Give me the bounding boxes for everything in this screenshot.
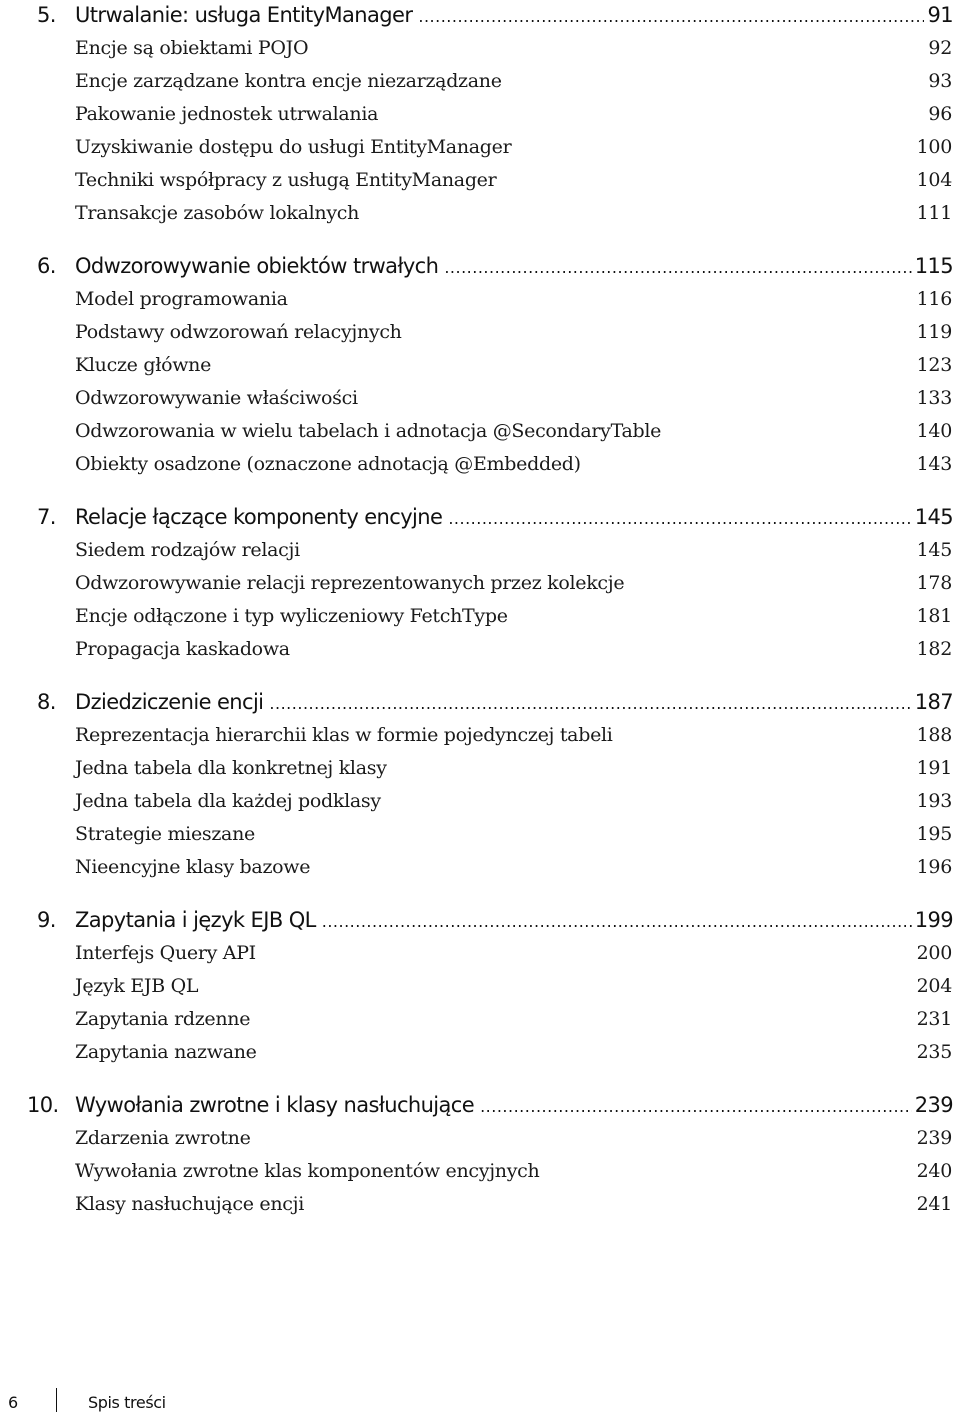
chapter-page-number: 199 [914, 908, 953, 932]
dot-leader [322, 905, 912, 939]
section-page-number: 235 [916, 1041, 952, 1063]
chapter-heading [0, 1088, 960, 1122]
footer-running-title: Spis treści [88, 1393, 166, 1412]
section-title: Encje zarządzane kontra encje niezarządzane [75, 70, 502, 92]
section-page-number: 204 [916, 975, 952, 997]
toc-section-entry [0, 349, 960, 382]
toc-section-entry [0, 937, 960, 970]
chapter-title: Zapytania i język EJB QL [75, 908, 316, 932]
toc-section-entry [0, 970, 960, 1003]
section-title: Obiekty osadzone (oznaczone adnotacją @Embedded) [75, 453, 581, 475]
section-title: Wywołania zwrotne klas komponentów encyjnych [75, 1160, 540, 1182]
toc-chapter [0, 1088, 960, 1221]
toc-section-entry [0, 567, 960, 600]
section-page-number: 240 [916, 1160, 952, 1182]
chapter-page-number: 115 [914, 254, 953, 278]
section-page-number: 104 [916, 169, 952, 191]
section-title: Siedem rodzajów relacji [75, 539, 300, 561]
toc-section-entry [0, 131, 960, 164]
chapter-heading [0, 903, 960, 937]
section-title: Zapytania rdzenne [75, 1008, 251, 1030]
chapter-page-number: 187 [914, 690, 953, 714]
section-title: Techniki współpracy z usługą EntityManager [75, 169, 497, 191]
toc-section-entry [0, 785, 960, 818]
toc-chapter [0, 0, 960, 230]
section-title: Encje są obiektami POJO [75, 37, 309, 59]
section-page-number: 96 [928, 103, 952, 125]
toc-section-entry [0, 448, 960, 481]
section-title: Encje odłączone i typ wyliczeniowy FetchType [75, 605, 508, 627]
section-title: Zdarzenia zwrotne [75, 1127, 251, 1149]
toc-chapter [0, 903, 960, 1069]
toc-section-entry [0, 32, 960, 65]
section-page-number: 196 [916, 856, 952, 878]
section-page-number: 133 [916, 387, 952, 409]
toc-section-entry [0, 382, 960, 415]
toc-section-entry [0, 1036, 960, 1069]
section-page-number: 100 [916, 136, 952, 158]
section-title: Propagacja kaskadowa [75, 638, 290, 660]
section-title: Jedna tabela dla każdej podklasy [75, 790, 381, 812]
footer-separator [56, 1388, 57, 1412]
chapter-heading [0, 249, 960, 283]
section-page-number: 241 [916, 1193, 952, 1215]
section-page-number: 119 [916, 321, 952, 343]
chapter-page-number: 239 [914, 1093, 953, 1117]
dot-leader [480, 1090, 912, 1124]
dot-leader [444, 251, 911, 285]
chapter-page-number: 91 [927, 3, 953, 27]
section-page-number: 188 [916, 724, 952, 746]
toc-chapter [0, 249, 960, 481]
toc-section-entry [0, 818, 960, 851]
section-title: Interfejs Query API [75, 942, 256, 964]
section-page-number: 193 [916, 790, 952, 812]
dot-leader [448, 502, 911, 536]
section-title: Reprezentacja hierarchii klas w formie pojedynczej tabeli [75, 724, 613, 746]
toc-section-entry [0, 65, 960, 98]
dot-leader [418, 0, 924, 34]
section-page-number: 92 [928, 37, 952, 59]
toc-section-entry [0, 600, 960, 633]
toc-section-entry [0, 197, 960, 230]
section-page-number: 195 [916, 823, 952, 845]
chapter-heading [0, 685, 960, 719]
toc-section-entry [0, 752, 960, 785]
toc-section-entry [0, 1188, 960, 1221]
dot-leader [269, 687, 911, 721]
footer-page-number: 6 [8, 1393, 18, 1412]
section-title: Klasy nasłuchujące encji [75, 1193, 304, 1215]
toc-section-entry [0, 1003, 960, 1036]
chapter-title: Relacje łączące komponenty encyjne [75, 505, 443, 529]
section-title: Jedna tabela dla konkretnej klasy [75, 757, 387, 779]
toc-section-entry [0, 534, 960, 567]
section-title: Klucze główne [75, 354, 212, 376]
chapter-number: 5. [37, 3, 56, 27]
section-page-number: 239 [916, 1127, 952, 1149]
section-title: Transakcje zasobów lokalnych [75, 202, 360, 224]
section-page-number: 191 [916, 757, 952, 779]
chapter-number: 6. [37, 254, 56, 278]
chapter-title: Wywołania zwrotne i klasy nasłuchujące [75, 1093, 475, 1117]
section-page-number: 123 [916, 354, 952, 376]
section-title: Odwzorowania w wielu tabelach i adnotacja @SecondaryTable [75, 420, 662, 442]
chapter-number: 10. [27, 1093, 59, 1117]
section-page-number: 111 [916, 202, 952, 224]
section-page-number: 116 [916, 288, 952, 310]
toc-section-entry [0, 98, 960, 131]
section-page-number: 182 [916, 638, 952, 660]
chapter-number: 9. [37, 908, 56, 932]
chapter-title: Odwzorowywanie obiektów trwałych [75, 254, 439, 278]
chapter-title: Dziedziczenie encji [75, 690, 264, 714]
section-page-number: 140 [916, 420, 952, 442]
toc-section-entry [0, 164, 960, 197]
section-title: Zapytania nazwane [75, 1041, 257, 1063]
toc-chapter [0, 500, 960, 666]
chapter-title: Utrwalanie: usługa EntityManager [75, 3, 413, 27]
toc-section-entry [0, 1155, 960, 1188]
toc-section-entry [0, 415, 960, 448]
section-title: Odwzorowywanie właściwości [75, 387, 358, 409]
toc-chapter [0, 685, 960, 884]
toc-section-entry [0, 316, 960, 349]
page-footer [0, 1387, 960, 1417]
section-title: Pakowanie jednostek utrwalania [75, 103, 379, 125]
section-page-number: 145 [916, 539, 952, 561]
chapter-heading [0, 500, 960, 534]
chapter-number: 8. [37, 690, 56, 714]
section-title: Odwzorowywanie relacji reprezentowanych przez kolekcje [75, 572, 625, 594]
section-page-number: 231 [916, 1008, 952, 1030]
section-page-number: 181 [916, 605, 952, 627]
section-title: Strategie mieszane [75, 823, 255, 845]
toc-section-entry [0, 851, 960, 884]
section-page-number: 178 [916, 572, 952, 594]
section-title: Podstawy odwzorowań relacyjnych [75, 321, 402, 343]
chapter-number: 7. [37, 505, 56, 529]
section-title: Język EJB QL [75, 975, 199, 997]
toc-section-entry [0, 719, 960, 752]
toc-section-entry [0, 1122, 960, 1155]
section-page-number: 200 [916, 942, 952, 964]
section-page-number: 143 [916, 453, 952, 475]
section-title: Uzyskiwanie dostępu do usługi EntityManager [75, 136, 512, 158]
section-title: Nieencyjne klasy bazowe [75, 856, 311, 878]
chapter-heading [0, 0, 960, 32]
section-title: Model programowania [75, 288, 288, 310]
toc-section-entry [0, 633, 960, 666]
toc-section-entry [0, 283, 960, 316]
section-page-number: 93 [928, 70, 952, 92]
chapter-page-number: 145 [914, 505, 953, 529]
